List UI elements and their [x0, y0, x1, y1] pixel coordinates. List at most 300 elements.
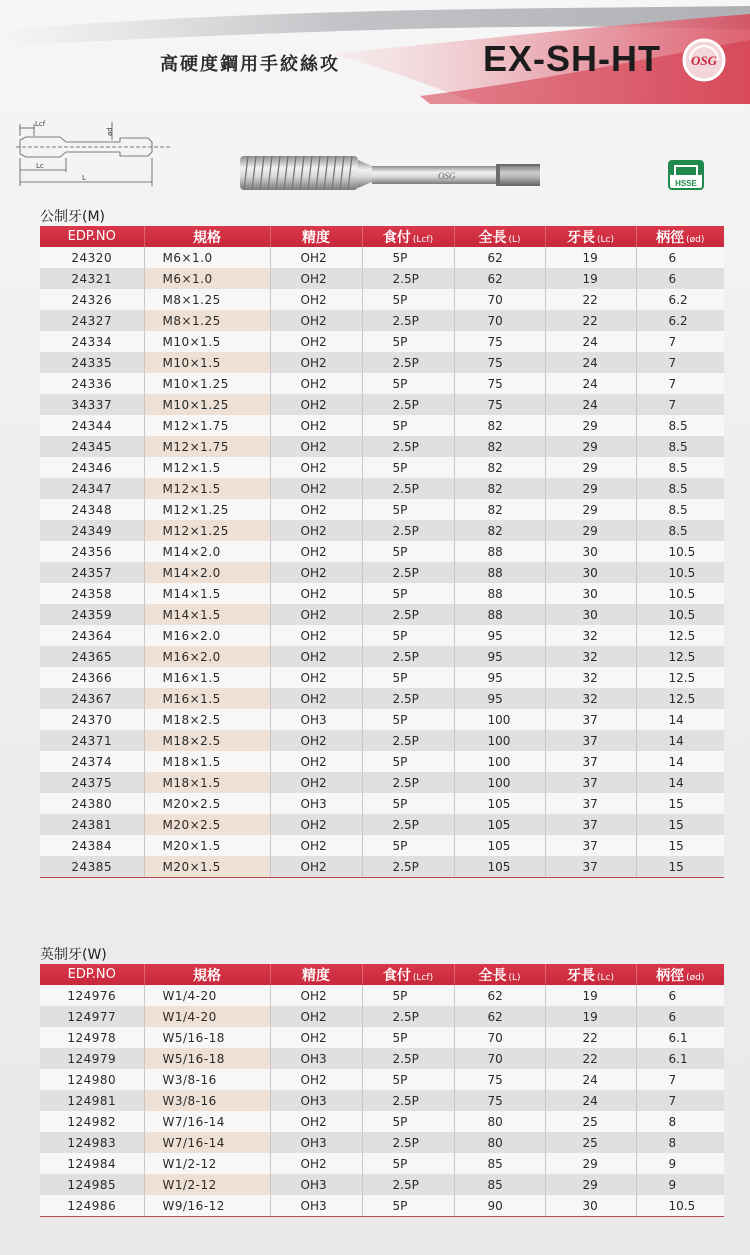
length-cell: 85: [454, 1174, 545, 1195]
chamfer-cell: 5P: [362, 541, 454, 562]
length-cell: 82: [454, 520, 545, 541]
precision-cell: OH2: [270, 814, 362, 835]
shank-diameter-cell: 7: [636, 331, 724, 352]
shank-diameter-cell: 12.5: [636, 667, 724, 688]
length-cell: 105: [454, 856, 545, 878]
length-cell: 88: [454, 541, 545, 562]
length-cell: 88: [454, 562, 545, 583]
edp-no-cell: 24345: [40, 436, 144, 457]
chamfer-cell: 2.5P: [362, 646, 454, 667]
chamfer-cell: 2.5P: [362, 1006, 454, 1027]
edp-no-cell: 124984: [40, 1153, 144, 1174]
edp-no-cell: 24375: [40, 772, 144, 793]
chamfer-cell: 2.5P: [362, 730, 454, 751]
shank-diameter-cell: 10.5: [636, 604, 724, 625]
shank-diameter-cell: 15: [636, 793, 724, 814]
table-row: [40, 541, 724, 562]
edp-no-cell: 124981: [40, 1090, 144, 1111]
chamfer-cell: 2.5P: [362, 772, 454, 793]
spec-cell: M20×2.5: [144, 814, 270, 835]
precision-cell: OH2: [270, 583, 362, 604]
spec-cell: M6×1.0: [144, 247, 270, 268]
thread-length-cell: 29: [545, 457, 636, 478]
spec-cell: W7/16-14: [144, 1132, 270, 1153]
edp-no-cell: 24384: [40, 835, 144, 856]
spec-cell: W3/8-16: [144, 1069, 270, 1090]
spec-cell: W1/4-20: [144, 1006, 270, 1027]
precision-cell: OH2: [270, 1153, 362, 1174]
precision-cell: OH2: [270, 478, 362, 499]
length-cell: 82: [454, 478, 545, 499]
edp-no-cell: 124986: [40, 1195, 144, 1217]
precision-cell: OH2: [270, 1006, 362, 1027]
thread-length-cell: 19: [545, 268, 636, 289]
precision-cell: OH2: [270, 835, 362, 856]
shank-diameter-cell: 8.5: [636, 478, 724, 499]
logo-text: OSG: [690, 53, 718, 68]
edp-no-cell: 24371: [40, 730, 144, 751]
length-cell: 100: [454, 730, 545, 751]
length-cell: 80: [454, 1111, 545, 1132]
chamfer-cell: 5P: [362, 667, 454, 688]
precision-cell: OH3: [270, 1174, 362, 1195]
metric-spec-table: [40, 226, 724, 878]
spec-cell: M16×1.5: [144, 688, 270, 709]
table-row: [40, 625, 724, 646]
shank-diameter-cell: 6: [636, 1006, 724, 1027]
table-row: [40, 268, 724, 289]
shank-diameter-cell: 10.5: [636, 583, 724, 604]
precision-cell: OH2: [270, 247, 362, 268]
edp-no-cell: 24380: [40, 793, 144, 814]
edp-no-cell: 24335: [40, 352, 144, 373]
spec-cell: M10×1.25: [144, 394, 270, 415]
col-thread-length: 牙長 (Lc): [545, 226, 636, 247]
length-cell: 62: [454, 1006, 545, 1027]
thread-length-cell: 24: [545, 331, 636, 352]
edp-no-cell: 24370: [40, 709, 144, 730]
length-cell: 95: [454, 688, 545, 709]
spec-cell: W1/4-20: [144, 985, 270, 1006]
metric-section-title: 公制牙(M): [40, 209, 106, 225]
tap-image: [238, 150, 550, 198]
thread-length-cell: 22: [545, 310, 636, 331]
edp-no-cell: 124978: [40, 1027, 144, 1048]
thread-length-cell: 32: [545, 688, 636, 709]
spec-cell: M18×1.5: [144, 751, 270, 772]
chamfer-cell: 2.5P: [362, 688, 454, 709]
chamfer-cell: 2.5P: [362, 1132, 454, 1153]
edp-no-cell: 24349: [40, 520, 144, 541]
dimension-drawing: [14, 118, 176, 190]
edp-no-cell: 24326: [40, 289, 144, 310]
edp-no-cell: 24346: [40, 457, 144, 478]
spec-cell: W1/2-12: [144, 1153, 270, 1174]
shank-diameter-cell: 8: [636, 1132, 724, 1153]
length-cell: 105: [454, 814, 545, 835]
table-row: [40, 247, 724, 268]
shank-diameter-cell: 7: [636, 394, 724, 415]
thread-length-cell: 29: [545, 499, 636, 520]
precision-cell: OH3: [270, 1090, 362, 1111]
thread-length-cell: 19: [545, 1006, 636, 1027]
shank-diameter-cell: 8.5: [636, 457, 724, 478]
chamfer-cell: 2.5P: [362, 562, 454, 583]
shank-diameter-cell: 6: [636, 268, 724, 289]
table-row: [40, 667, 724, 688]
chamfer-cell: 2.5P: [362, 604, 454, 625]
table-header-row: [40, 964, 724, 985]
length-cell: 100: [454, 772, 545, 793]
edp-no-cell: 24348: [40, 499, 144, 520]
chamfer-cell: 2.5P: [362, 436, 454, 457]
shank-diameter-cell: 7: [636, 352, 724, 373]
spec-cell: M12×1.5: [144, 457, 270, 478]
col-chamfer: 食付 (Lcf): [362, 964, 454, 985]
col-overall-length: 全長 (L): [454, 964, 545, 985]
thread-length-cell: 22: [545, 1027, 636, 1048]
length-cell: 75: [454, 331, 545, 352]
shank-diameter-cell: 8.5: [636, 499, 724, 520]
imperial-section-title: 英制牙(W): [40, 947, 107, 963]
table-row: [40, 478, 724, 499]
chamfer-cell: 2.5P: [362, 856, 454, 878]
precision-cell: OH3: [270, 1195, 362, 1217]
label-od: ød: [106, 127, 114, 136]
thread-length-cell: 29: [545, 520, 636, 541]
col-precision: 精度: [270, 964, 362, 985]
shank-diameter-cell: 9: [636, 1174, 724, 1195]
precision-cell: OH2: [270, 688, 362, 709]
shank-diameter-cell: 8.5: [636, 415, 724, 436]
precision-cell: OH2: [270, 604, 362, 625]
shank-diameter-cell: 14: [636, 772, 724, 793]
col-thread-length: 牙長 (Lc): [545, 964, 636, 985]
spec-cell: M12×1.25: [144, 499, 270, 520]
length-cell: 82: [454, 499, 545, 520]
length-cell: 75: [454, 373, 545, 394]
precision-cell: OH2: [270, 985, 362, 1006]
thread-length-cell: 30: [545, 1195, 636, 1217]
thread-length-cell: 22: [545, 289, 636, 310]
precision-cell: OH2: [270, 268, 362, 289]
col-spec: 規格: [144, 226, 270, 247]
precision-cell: OH2: [270, 352, 362, 373]
chamfer-cell: 5P: [362, 1027, 454, 1048]
edp-no-cell: 24334: [40, 331, 144, 352]
table-row: [40, 793, 724, 814]
shank-diameter-cell: 9: [636, 1153, 724, 1174]
table-row: [40, 352, 724, 373]
spec-cell: M16×2.0: [144, 625, 270, 646]
col-edp-no: EDP.NO: [40, 226, 144, 247]
length-cell: 105: [454, 835, 545, 856]
table-row: [40, 583, 724, 604]
spec-cell: M10×1.5: [144, 352, 270, 373]
shank-diameter-cell: 6: [636, 985, 724, 1006]
table-row: [40, 1195, 724, 1217]
length-cell: 105: [454, 793, 545, 814]
spec-cell: M12×1.5: [144, 478, 270, 499]
thread-length-cell: 37: [545, 751, 636, 772]
shank-diameter-cell: 14: [636, 709, 724, 730]
length-cell: 70: [454, 1027, 545, 1048]
thread-length-cell: 24: [545, 352, 636, 373]
chamfer-cell: 5P: [362, 1069, 454, 1090]
chamfer-cell: 5P: [362, 1153, 454, 1174]
table-row: [40, 985, 724, 1006]
spec-cell: M6×1.0: [144, 268, 270, 289]
edp-no-cell: 124977: [40, 1006, 144, 1027]
spec-cell: M18×2.5: [144, 730, 270, 751]
edp-no-cell: 24336: [40, 373, 144, 394]
edp-no-cell: 24321: [40, 268, 144, 289]
thread-length-cell: 37: [545, 772, 636, 793]
length-cell: 70: [454, 1048, 545, 1069]
shank-diameter-cell: 14: [636, 730, 724, 751]
col-spec: 規格: [144, 964, 270, 985]
edp-no-cell: 124979: [40, 1048, 144, 1069]
length-cell: 85: [454, 1153, 545, 1174]
chamfer-cell: 2.5P: [362, 478, 454, 499]
precision-cell: OH2: [270, 436, 362, 457]
table-row: [40, 772, 724, 793]
edp-no-cell: 124983: [40, 1132, 144, 1153]
table-row: [40, 709, 724, 730]
label-l: L: [82, 174, 86, 182]
thread-length-cell: 37: [545, 835, 636, 856]
hsse-label: HSSE: [675, 179, 697, 188]
table-row: [40, 1111, 724, 1132]
col-shank-diameter: 柄徑 (ød): [636, 964, 724, 985]
length-cell: 75: [454, 394, 545, 415]
shank-diameter-cell: 10.5: [636, 562, 724, 583]
shank-diameter-cell: 10.5: [636, 1195, 724, 1217]
edp-no-cell: 24359: [40, 604, 144, 625]
length-cell: 80: [454, 1132, 545, 1153]
edp-no-cell: 24358: [40, 583, 144, 604]
table-row: [40, 394, 724, 415]
table-row: [40, 562, 724, 583]
edp-no-cell: 24374: [40, 751, 144, 772]
length-cell: 82: [454, 436, 545, 457]
shank-diameter-cell: 8.5: [636, 436, 724, 457]
precision-cell: OH2: [270, 331, 362, 352]
thread-length-cell: 29: [545, 436, 636, 457]
table-row: [40, 373, 724, 394]
thread-length-cell: 30: [545, 562, 636, 583]
precision-cell: OH2: [270, 1069, 362, 1090]
thread-length-cell: 24: [545, 1069, 636, 1090]
precision-cell: OH2: [270, 289, 362, 310]
table-row: [40, 1090, 724, 1111]
edp-no-cell: 24356: [40, 541, 144, 562]
chamfer-cell: 5P: [362, 415, 454, 436]
spec-cell: M12×1.75: [144, 436, 270, 457]
table-row: [40, 730, 724, 751]
chamfer-cell: 2.5P: [362, 1174, 454, 1195]
col-precision: 精度: [270, 226, 362, 247]
chamfer-cell: 5P: [362, 1195, 454, 1217]
label-lc: Lc: [36, 162, 44, 170]
shank-diameter-cell: 7: [636, 373, 724, 394]
tap-logo-text: OSG: [438, 171, 456, 181]
precision-cell: OH2: [270, 856, 362, 878]
shank-diameter-cell: 7: [636, 1069, 724, 1090]
edp-no-cell: 124980: [40, 1069, 144, 1090]
thread-length-cell: 29: [545, 1174, 636, 1195]
length-cell: 62: [454, 268, 545, 289]
precision-cell: OH2: [270, 394, 362, 415]
length-cell: 95: [454, 646, 545, 667]
spec-cell: M16×1.5: [144, 667, 270, 688]
spec-cell: W5/16-18: [144, 1048, 270, 1069]
chamfer-cell: 5P: [362, 751, 454, 772]
table-row: [40, 835, 724, 856]
table-row: [40, 520, 724, 541]
edp-no-cell: 24347: [40, 478, 144, 499]
spec-cell: M20×1.5: [144, 856, 270, 878]
edp-no-cell: 24367: [40, 688, 144, 709]
chamfer-cell: 5P: [362, 709, 454, 730]
edp-no-cell: 24364: [40, 625, 144, 646]
table-row: [40, 499, 724, 520]
edp-no-cell: 24385: [40, 856, 144, 878]
table-row: [40, 604, 724, 625]
shank-diameter-cell: 6: [636, 247, 724, 268]
shank-diameter-cell: 6.1: [636, 1048, 724, 1069]
precision-cell: OH3: [270, 709, 362, 730]
spec-cell: M8×1.25: [144, 310, 270, 331]
edp-no-cell: 124976: [40, 985, 144, 1006]
spec-cell: M20×1.5: [144, 835, 270, 856]
chamfer-cell: 5P: [362, 499, 454, 520]
thread-length-cell: 29: [545, 415, 636, 436]
edp-no-cell: 24320: [40, 247, 144, 268]
thread-length-cell: 24: [545, 373, 636, 394]
chamfer-cell: 5P: [362, 457, 454, 478]
length-cell: 88: [454, 583, 545, 604]
length-cell: 70: [454, 289, 545, 310]
thread-length-cell: 29: [545, 478, 636, 499]
osg-logo: [680, 36, 728, 84]
chamfer-cell: 5P: [362, 835, 454, 856]
spec-cell: M20×2.5: [144, 793, 270, 814]
precision-cell: OH3: [270, 1048, 362, 1069]
spec-cell: M10×1.25: [144, 373, 270, 394]
spec-cell: M18×1.5: [144, 772, 270, 793]
shank-diameter-cell: 12.5: [636, 688, 724, 709]
precision-cell: OH2: [270, 1027, 362, 1048]
imperial-spec-table: [40, 964, 724, 1217]
edp-no-cell: 24366: [40, 667, 144, 688]
col-shank-diameter: 柄徑 (ød): [636, 226, 724, 247]
chamfer-cell: 5P: [362, 373, 454, 394]
model-code: EX-SH-HT: [483, 38, 661, 79]
chamfer-cell: 2.5P: [362, 1048, 454, 1069]
thread-length-cell: 24: [545, 394, 636, 415]
length-cell: 75: [454, 352, 545, 373]
chamfer-cell: 5P: [362, 247, 454, 268]
length-cell: 95: [454, 667, 545, 688]
thread-length-cell: 22: [545, 1048, 636, 1069]
chamfer-cell: 2.5P: [362, 310, 454, 331]
shank-diameter-cell: 8.5: [636, 520, 724, 541]
thread-length-cell: 32: [545, 646, 636, 667]
precision-cell: OH2: [270, 562, 362, 583]
table-row: [40, 457, 724, 478]
length-cell: 70: [454, 310, 545, 331]
precision-cell: OH2: [270, 520, 362, 541]
table-row: [40, 331, 724, 352]
length-cell: 75: [454, 1090, 545, 1111]
thread-length-cell: 37: [545, 856, 636, 878]
precision-cell: OH2: [270, 730, 362, 751]
shank-diameter-cell: 14: [636, 751, 724, 772]
chamfer-cell: 5P: [362, 583, 454, 604]
table-row: [40, 814, 724, 835]
edp-no-cell: 34337: [40, 394, 144, 415]
chamfer-cell: 5P: [362, 625, 454, 646]
precision-cell: OH2: [270, 541, 362, 562]
precision-cell: OH2: [270, 373, 362, 394]
spec-cell: M14×2.0: [144, 541, 270, 562]
spec-cell: M14×1.5: [144, 583, 270, 604]
spec-cell: W9/16-12: [144, 1195, 270, 1217]
shank-diameter-cell: 6.2: [636, 310, 724, 331]
thread-length-cell: 37: [545, 793, 636, 814]
chamfer-cell: 2.5P: [362, 1090, 454, 1111]
spec-cell: M12×1.25: [144, 520, 270, 541]
edp-no-cell: 24344: [40, 415, 144, 436]
table-row: [40, 310, 724, 331]
chamfer-cell: 5P: [362, 331, 454, 352]
table-row: [40, 1069, 724, 1090]
table-row: [40, 289, 724, 310]
chamfer-cell: 2.5P: [362, 268, 454, 289]
thread-length-cell: 30: [545, 583, 636, 604]
chamfer-cell: 2.5P: [362, 394, 454, 415]
edp-no-cell: 124982: [40, 1111, 144, 1132]
length-cell: 62: [454, 985, 545, 1006]
edp-no-cell: 24357: [40, 562, 144, 583]
thread-length-cell: 32: [545, 625, 636, 646]
table-row: [40, 1006, 724, 1027]
length-cell: 82: [454, 415, 545, 436]
spec-cell: M18×2.5: [144, 709, 270, 730]
shank-diameter-cell: 12.5: [636, 646, 724, 667]
table-row: [40, 688, 724, 709]
shank-diameter-cell: 7: [636, 1090, 724, 1111]
precision-cell: OH2: [270, 1111, 362, 1132]
precision-cell: OH2: [270, 415, 362, 436]
precision-cell: OH2: [270, 751, 362, 772]
shank-diameter-cell: 10.5: [636, 541, 724, 562]
product-title-cn: 高硬度鋼用手絞絲攻: [160, 54, 340, 75]
thread-length-cell: 25: [545, 1132, 636, 1153]
spec-cell: M14×1.5: [144, 604, 270, 625]
spec-cell: W7/16-14: [144, 1111, 270, 1132]
precision-cell: OH3: [270, 793, 362, 814]
thread-length-cell: 19: [545, 985, 636, 1006]
shank-diameter-cell: 6.2: [636, 289, 724, 310]
label-lcf: Lcf: [35, 120, 46, 128]
shank-diameter-cell: 8: [636, 1111, 724, 1132]
table-row: [40, 415, 724, 436]
edp-no-cell: 24381: [40, 814, 144, 835]
length-cell: 95: [454, 625, 545, 646]
table-row: [40, 1174, 724, 1195]
